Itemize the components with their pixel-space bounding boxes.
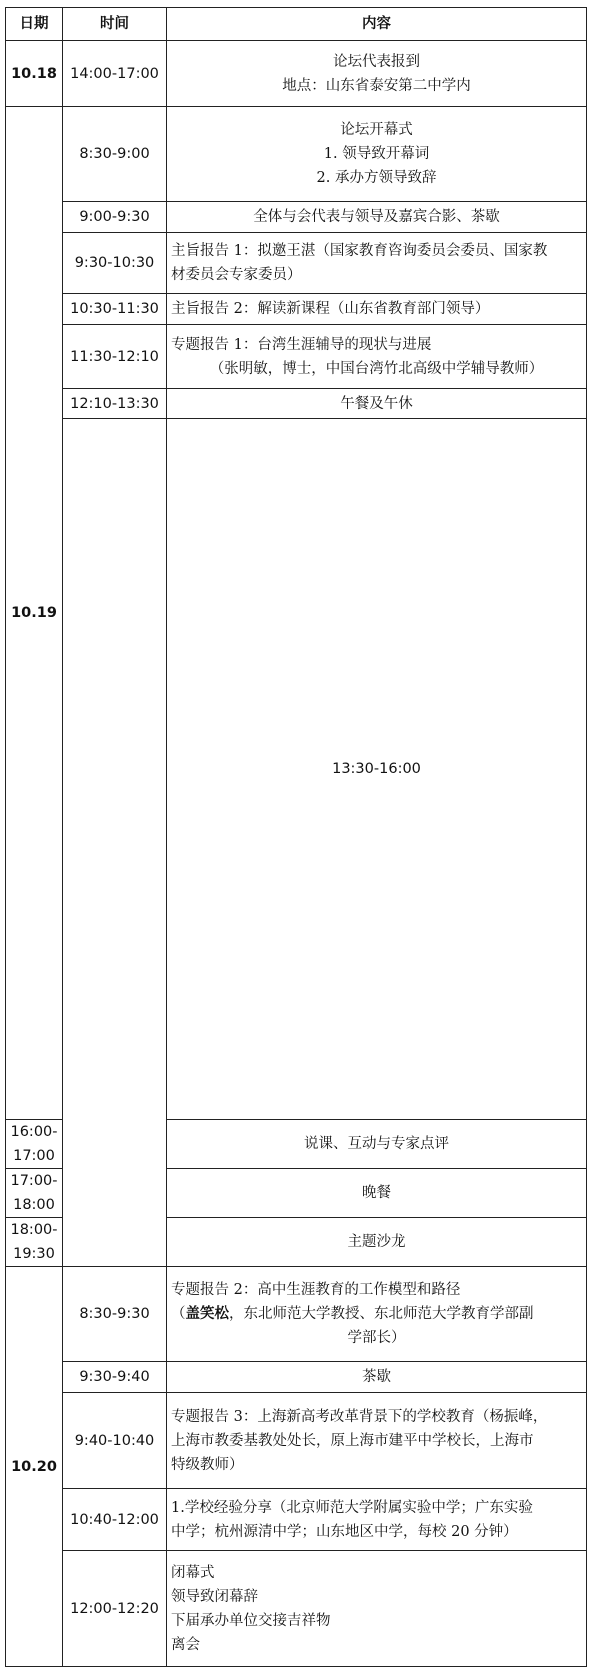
content-cell [167, 1393, 587, 1489]
time-cell: 10:30-11:30 [63, 294, 167, 325]
table-row [6, 233, 587, 294]
content-line: 主旨报告 1：拟邀王湛（国家教育咨询委员会委员、国家教 [171, 243, 548, 259]
content-line: 材委员会专家委员） [171, 267, 302, 283]
date-cell-empty [63, 419, 167, 1267]
content-line: 论坛开幕式 [340, 122, 413, 138]
content-line: 专题报告 3：上海新高考改革背景下的学校教育（杨振峰， [171, 1408, 548, 1425]
header-time: 时间 [63, 8, 167, 41]
content-line: 中学；杭州源清中学；山东地区中学，每校 20 分钟） [171, 1523, 518, 1540]
table-row [6, 1489, 587, 1551]
time-cell: 9:40-10:40 [63, 1393, 167, 1489]
content-line: 专题报告 1：台湾生涯辅导的现状与进展 [171, 336, 432, 353]
table-row [6, 294, 587, 325]
content-line: 领导致闭幕辞 [171, 1588, 258, 1605]
table-row [6, 1267, 587, 1362]
table-row [6, 41, 587, 107]
date-cell: 10.20 [6, 1267, 63, 1667]
content-cell: 全体与会代表与领导及嘉宾合影、茶歇 [167, 202, 587, 233]
header-content: 内容 [167, 8, 587, 41]
table-row [6, 1551, 587, 1667]
content-cell: 茶歇 [167, 1362, 587, 1393]
table-row [6, 1393, 587, 1489]
content-line: （盖笑松，东北师范大学教授、东北师范大学教育学部副 [171, 1305, 534, 1322]
speaker-title: ，东北师范大学教授、东北师范大学教育学部副 [229, 1306, 534, 1322]
content-cell: 午餐及午休 [167, 389, 587, 419]
content-cell [167, 1489, 587, 1551]
table-row [6, 389, 587, 419]
content-line: 论坛代表报到 [333, 53, 420, 70]
table-row [6, 202, 587, 233]
time-cell: 17:00-18:00 [6, 1169, 63, 1218]
time-cell: 12:10-13:30 [63, 389, 167, 419]
content-cell [167, 41, 587, 107]
time-cell: 9:30-10:30 [63, 233, 167, 294]
header-row [6, 8, 587, 41]
content-line: 1.学校经验分享（北京师范大学附属实验中学；广东实验 [171, 1499, 533, 1516]
date-cell: 10.19 [6, 107, 63, 1120]
content-line: 专题报告 2：高中生涯教育的工作模型和路径 [171, 1282, 461, 1298]
content-line: 闭幕式 [171, 1564, 215, 1581]
content-cell [167, 107, 587, 202]
time-cell: 8:30-9:30 [63, 1267, 167, 1362]
content-cell: 说课、互动与专家点评 [167, 1120, 587, 1169]
content-cell: 晚餐 [167, 1169, 587, 1218]
time-cell: 8:30-9:00 [63, 107, 167, 202]
date-cell: 10.18 [6, 41, 63, 107]
header-date: 日期 [6, 8, 63, 41]
content-line: （张明敏，博士，中国台湾竹北高级中学辅导教师） [209, 360, 544, 377]
schedule-table [5, 7, 587, 1667]
time-cell: 10:40-12:00 [63, 1489, 167, 1551]
time-cell: 16:00-17:00 [6, 1120, 63, 1169]
content-cell: 主旨报告 2：解读新课程（山东省教育部门领导） [167, 294, 587, 325]
content-cell [167, 1267, 587, 1362]
table-row [6, 325, 587, 389]
content-cell: 主题沙龙 [167, 1218, 587, 1267]
content-line: 下届承办单位交接吉祥物 [171, 1612, 331, 1629]
time-cell: 9:00-9:30 [63, 202, 167, 233]
time-cell: 9:30-9:40 [63, 1362, 167, 1393]
table-row [6, 107, 587, 202]
time-cell: 11:30-12:10 [63, 325, 167, 389]
content-cell [167, 233, 587, 294]
content-line: 2. 承办方领导致辞 [316, 170, 437, 186]
time-cell: 13:30-16:00 [167, 419, 587, 1120]
content-line: 特级教师） [171, 1456, 244, 1473]
table-row [6, 419, 587, 1120]
content-cell [167, 1551, 587, 1667]
table-row [6, 1362, 587, 1393]
content-line: 离会 [171, 1636, 200, 1653]
time-cell: 18:00-19:30 [6, 1218, 63, 1267]
time-cell: 12:00-12:20 [63, 1551, 167, 1667]
content-line: 1. 领导致开幕词 [323, 146, 430, 162]
content-line: 学部长） [347, 1330, 406, 1346]
content-cell [167, 325, 587, 389]
speaker-name: 盖笑松 [185, 1305, 229, 1322]
content-line: 上海市教委基教处处长，原上海市建平中学校长，上海市 [171, 1432, 534, 1449]
time-cell: 14:00-17:00 [63, 41, 167, 107]
content-line: 地点：山东省泰安第二中学内 [282, 77, 471, 94]
